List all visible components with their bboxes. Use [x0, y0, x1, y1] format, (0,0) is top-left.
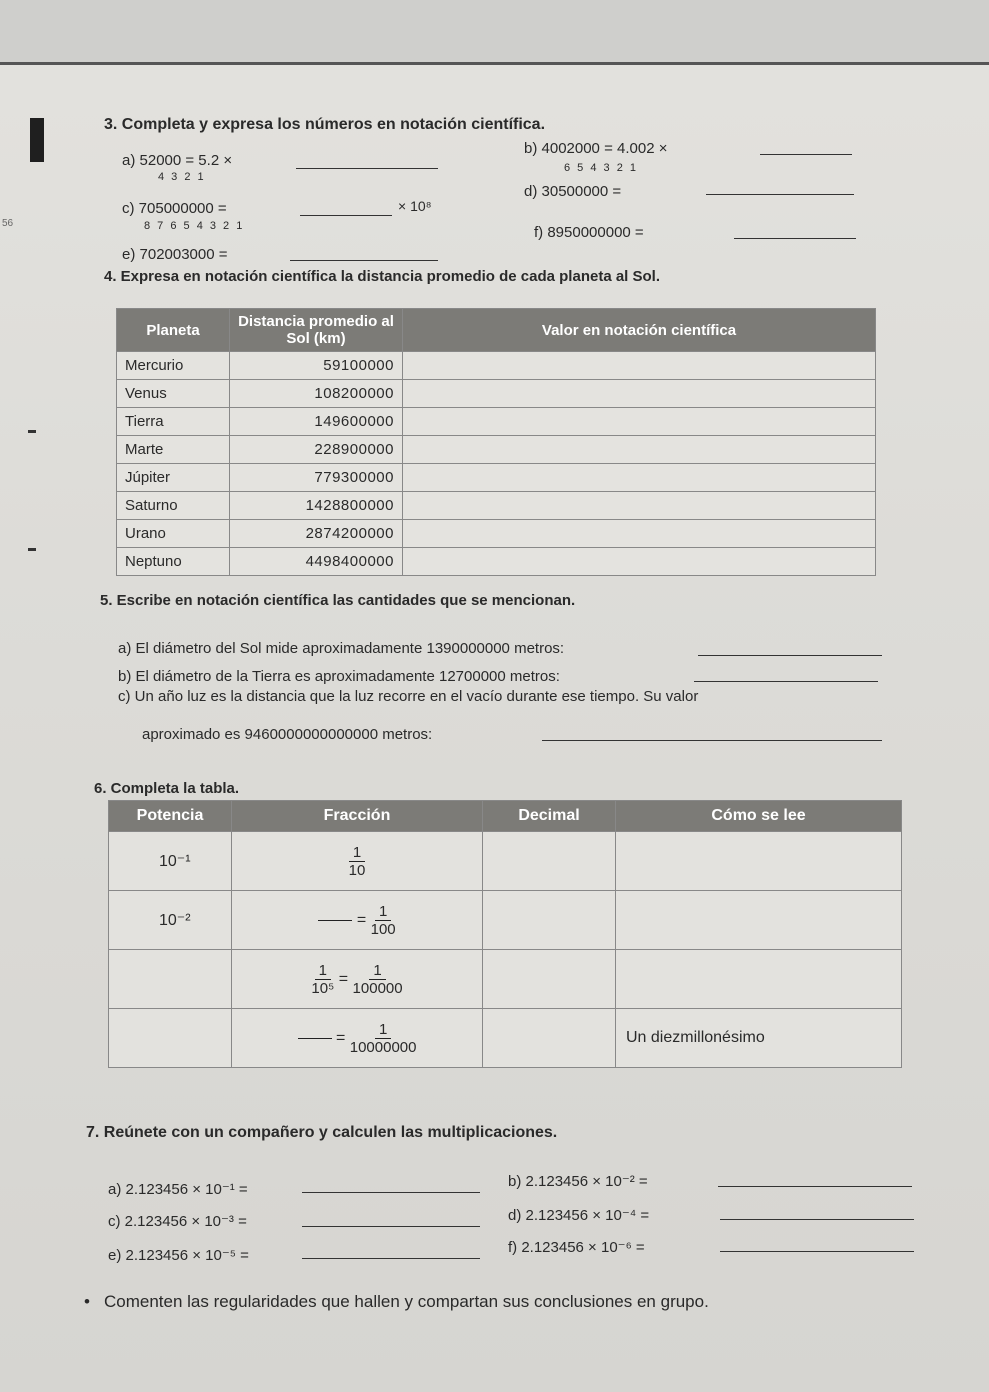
ex3-d: d) 30500000 = [524, 183, 622, 200]
ex3-c: c) 705000000 = [122, 200, 227, 217]
bullet-icon: • [84, 1292, 90, 1311]
potencia-answer[interactable] [109, 1009, 232, 1068]
fraction-blank[interactable] [298, 1038, 332, 1039]
planet-distance: 228900000 [230, 436, 403, 464]
ex7-a-answer[interactable] [302, 1192, 480, 1193]
numerator: 1 [369, 962, 385, 980]
ex3-c-answer[interactable] [300, 215, 392, 216]
fraccion-cell [232, 1009, 483, 1068]
margin-mark [28, 430, 36, 433]
fraccion-cell [232, 950, 483, 1009]
answer-cell[interactable] [403, 352, 876, 380]
potencia-answer[interactable] [109, 950, 232, 1009]
planet-name: Mercurio [117, 352, 230, 380]
decimal-answer[interactable] [483, 832, 616, 891]
lectura-cell: Un diezmillonésimo [616, 1009, 902, 1068]
equals-sign: = [338, 970, 349, 988]
margin-mark [28, 548, 36, 551]
table-row [117, 464, 876, 492]
ex7-c: c) 2.123456 × 10⁻³ = [108, 1213, 247, 1230]
ex5-title: 5. Escribe en notación científica las cantidades que se mencionan. [100, 592, 576, 609]
ex6-title: 6. Completa la tabla. [94, 780, 240, 797]
planet-name: Tierra [117, 408, 230, 436]
powers-table [108, 800, 902, 1068]
ex7-f: f) 2.123456 × 10⁻⁶ = [508, 1239, 645, 1256]
col-distancia: Distancia promedio al Sol (km) [230, 309, 403, 352]
numerator: 1 [349, 844, 365, 862]
col-notacion: Valor en notación científica [403, 309, 876, 352]
denominator: 10000000 [349, 1038, 417, 1056]
ex7-title: 7. Reúnete con un compañero y calculen las multiplicaciones. [86, 1124, 558, 1141]
denominator: 10 [348, 861, 366, 879]
planet-name: Marte [117, 436, 230, 464]
answer-cell[interactable] [403, 408, 876, 436]
numerator: 1 [375, 1021, 391, 1039]
table-row [117, 408, 876, 436]
ex3-b-digits: 6 5 4 3 2 1 [564, 162, 638, 174]
answer-cell[interactable] [403, 464, 876, 492]
planet-name: Urano [117, 520, 230, 548]
fraction [311, 962, 334, 997]
ex5-a-answer[interactable] [698, 655, 882, 656]
lectura-answer[interactable] [616, 950, 902, 1009]
ex3-title: 3. Completa y expresa los números en notación científica. [104, 116, 546, 133]
ex5-b-answer[interactable] [694, 681, 878, 682]
table-row [109, 832, 902, 891]
ex3-f-answer[interactable] [734, 238, 856, 239]
ex5-c-line2: aproximado es 9460000000000000 metros: [142, 726, 433, 743]
planet-name: Saturno [117, 492, 230, 520]
equals-sign: = [356, 911, 367, 929]
potencia-cell: 10⁻² [109, 891, 232, 950]
numerator: 1 [375, 903, 391, 921]
col-decimal: Decimal [483, 801, 616, 832]
fraction-blank[interactable] [318, 920, 352, 921]
ex5-b: b) El diámetro de la Tierra es aproximadamente 12700000 metros: [118, 668, 560, 685]
ex3-e: e) 702003000 = [122, 246, 228, 263]
fraction [353, 962, 403, 997]
answer-cell[interactable] [403, 436, 876, 464]
lectura-answer[interactable] [616, 832, 902, 891]
ex3-d-answer[interactable] [706, 194, 854, 195]
col-fraccion: Fracción [232, 801, 483, 832]
ex3-a-answer[interactable] [296, 168, 438, 169]
table-row [109, 891, 902, 950]
decimal-answer[interactable] [483, 950, 616, 1009]
margin-page-number: 56 [2, 218, 14, 229]
decimal-answer[interactable] [483, 891, 616, 950]
ex3-f: f) 8950000000 = [534, 224, 644, 241]
ex3-c-suffix: × 10⁸ [398, 198, 432, 214]
planet-name: Venus [117, 380, 230, 408]
col-como-se-lee: Cómo se lee [616, 801, 902, 832]
col-potencia: Potencia [109, 801, 232, 832]
equals-sign: = [335, 1029, 346, 1047]
table-row [109, 950, 902, 1009]
potencia-cell: 10⁻¹ [109, 832, 232, 891]
ex3-c-digits: 8 7 6 5 4 3 2 1 [144, 220, 245, 232]
fraction [371, 903, 396, 938]
col-planeta: Planeta [117, 309, 230, 352]
table-row [117, 520, 876, 548]
ex5-c-line1: c) Un año luz es la distancia que la luz recorre en el vacío durante ese tiempo. Su valor [118, 688, 699, 705]
ex3-b-answer[interactable] [760, 154, 852, 155]
denominator: 10⁵ [311, 979, 335, 997]
ex3-e-answer[interactable] [290, 260, 438, 261]
ex7-d-answer[interactable] [720, 1219, 914, 1220]
ex5-a: a) El diámetro del Sol mide aproximadamente 1390000000 metros: [118, 640, 565, 657]
answer-cell[interactable] [403, 492, 876, 520]
table-row [109, 1009, 902, 1068]
ex7-b-answer[interactable] [718, 1186, 912, 1187]
table-row [117, 548, 876, 576]
planet-name: Neptuno [117, 548, 230, 576]
numerator: 1 [315, 962, 331, 980]
ex7-bullet-text: Comenten las regularidades que hallen y compartan sus conclusiones en grupo. [104, 1292, 709, 1311]
planet-distance: 4498400000 [230, 548, 403, 576]
fraccion-cell [232, 832, 483, 891]
ex7-f-answer[interactable] [720, 1251, 914, 1252]
fraction [349, 844, 366, 879]
ex3-b: b) 4002000 = 4.002 × [524, 140, 668, 157]
table-row [117, 380, 876, 408]
answer-cell[interactable] [403, 548, 876, 576]
margin-bar [30, 118, 44, 162]
ex7-c-answer[interactable] [302, 1226, 480, 1227]
ex3-a: a) 52000 = 5.2 × [122, 152, 233, 169]
ex5-c-answer[interactable] [542, 740, 882, 741]
planet-distance: 779300000 [230, 464, 403, 492]
table-row [117, 352, 876, 380]
fraccion-cell [232, 891, 483, 950]
planet-distance: 149600000 [230, 408, 403, 436]
planet-name: Júpiter [117, 464, 230, 492]
ex7-a: a) 2.123456 × 10⁻¹ = [108, 1181, 248, 1198]
ex7-e-answer[interactable] [302, 1258, 480, 1259]
table-row [117, 492, 876, 520]
top-edge [0, 0, 989, 65]
planet-distance: 108200000 [230, 380, 403, 408]
answer-cell[interactable] [403, 380, 876, 408]
planet-distance: 2874200000 [230, 520, 403, 548]
planet-distance-table [116, 308, 876, 576]
ex7-e: e) 2.123456 × 10⁻⁵ = [108, 1247, 249, 1264]
lectura-answer[interactable] [616, 891, 902, 950]
ex7-b: b) 2.123456 × 10⁻² = [508, 1173, 648, 1190]
denominator: 100000 [352, 979, 403, 997]
planet-distance: 59100000 [230, 352, 403, 380]
answer-cell[interactable] [403, 520, 876, 548]
decimal-answer[interactable] [483, 1009, 616, 1068]
denominator: 100 [370, 920, 396, 938]
ex3-a-digits: 4 3 2 1 [158, 171, 206, 183]
ex4-title: 4. Expresa en notación científica la distancia promedio de cada planeta al Sol. [104, 268, 661, 285]
ex7-d: d) 2.123456 × 10⁻⁴ = [508, 1207, 650, 1224]
table-row [117, 436, 876, 464]
fraction [350, 1021, 417, 1056]
planet-distance: 1428800000 [230, 492, 403, 520]
